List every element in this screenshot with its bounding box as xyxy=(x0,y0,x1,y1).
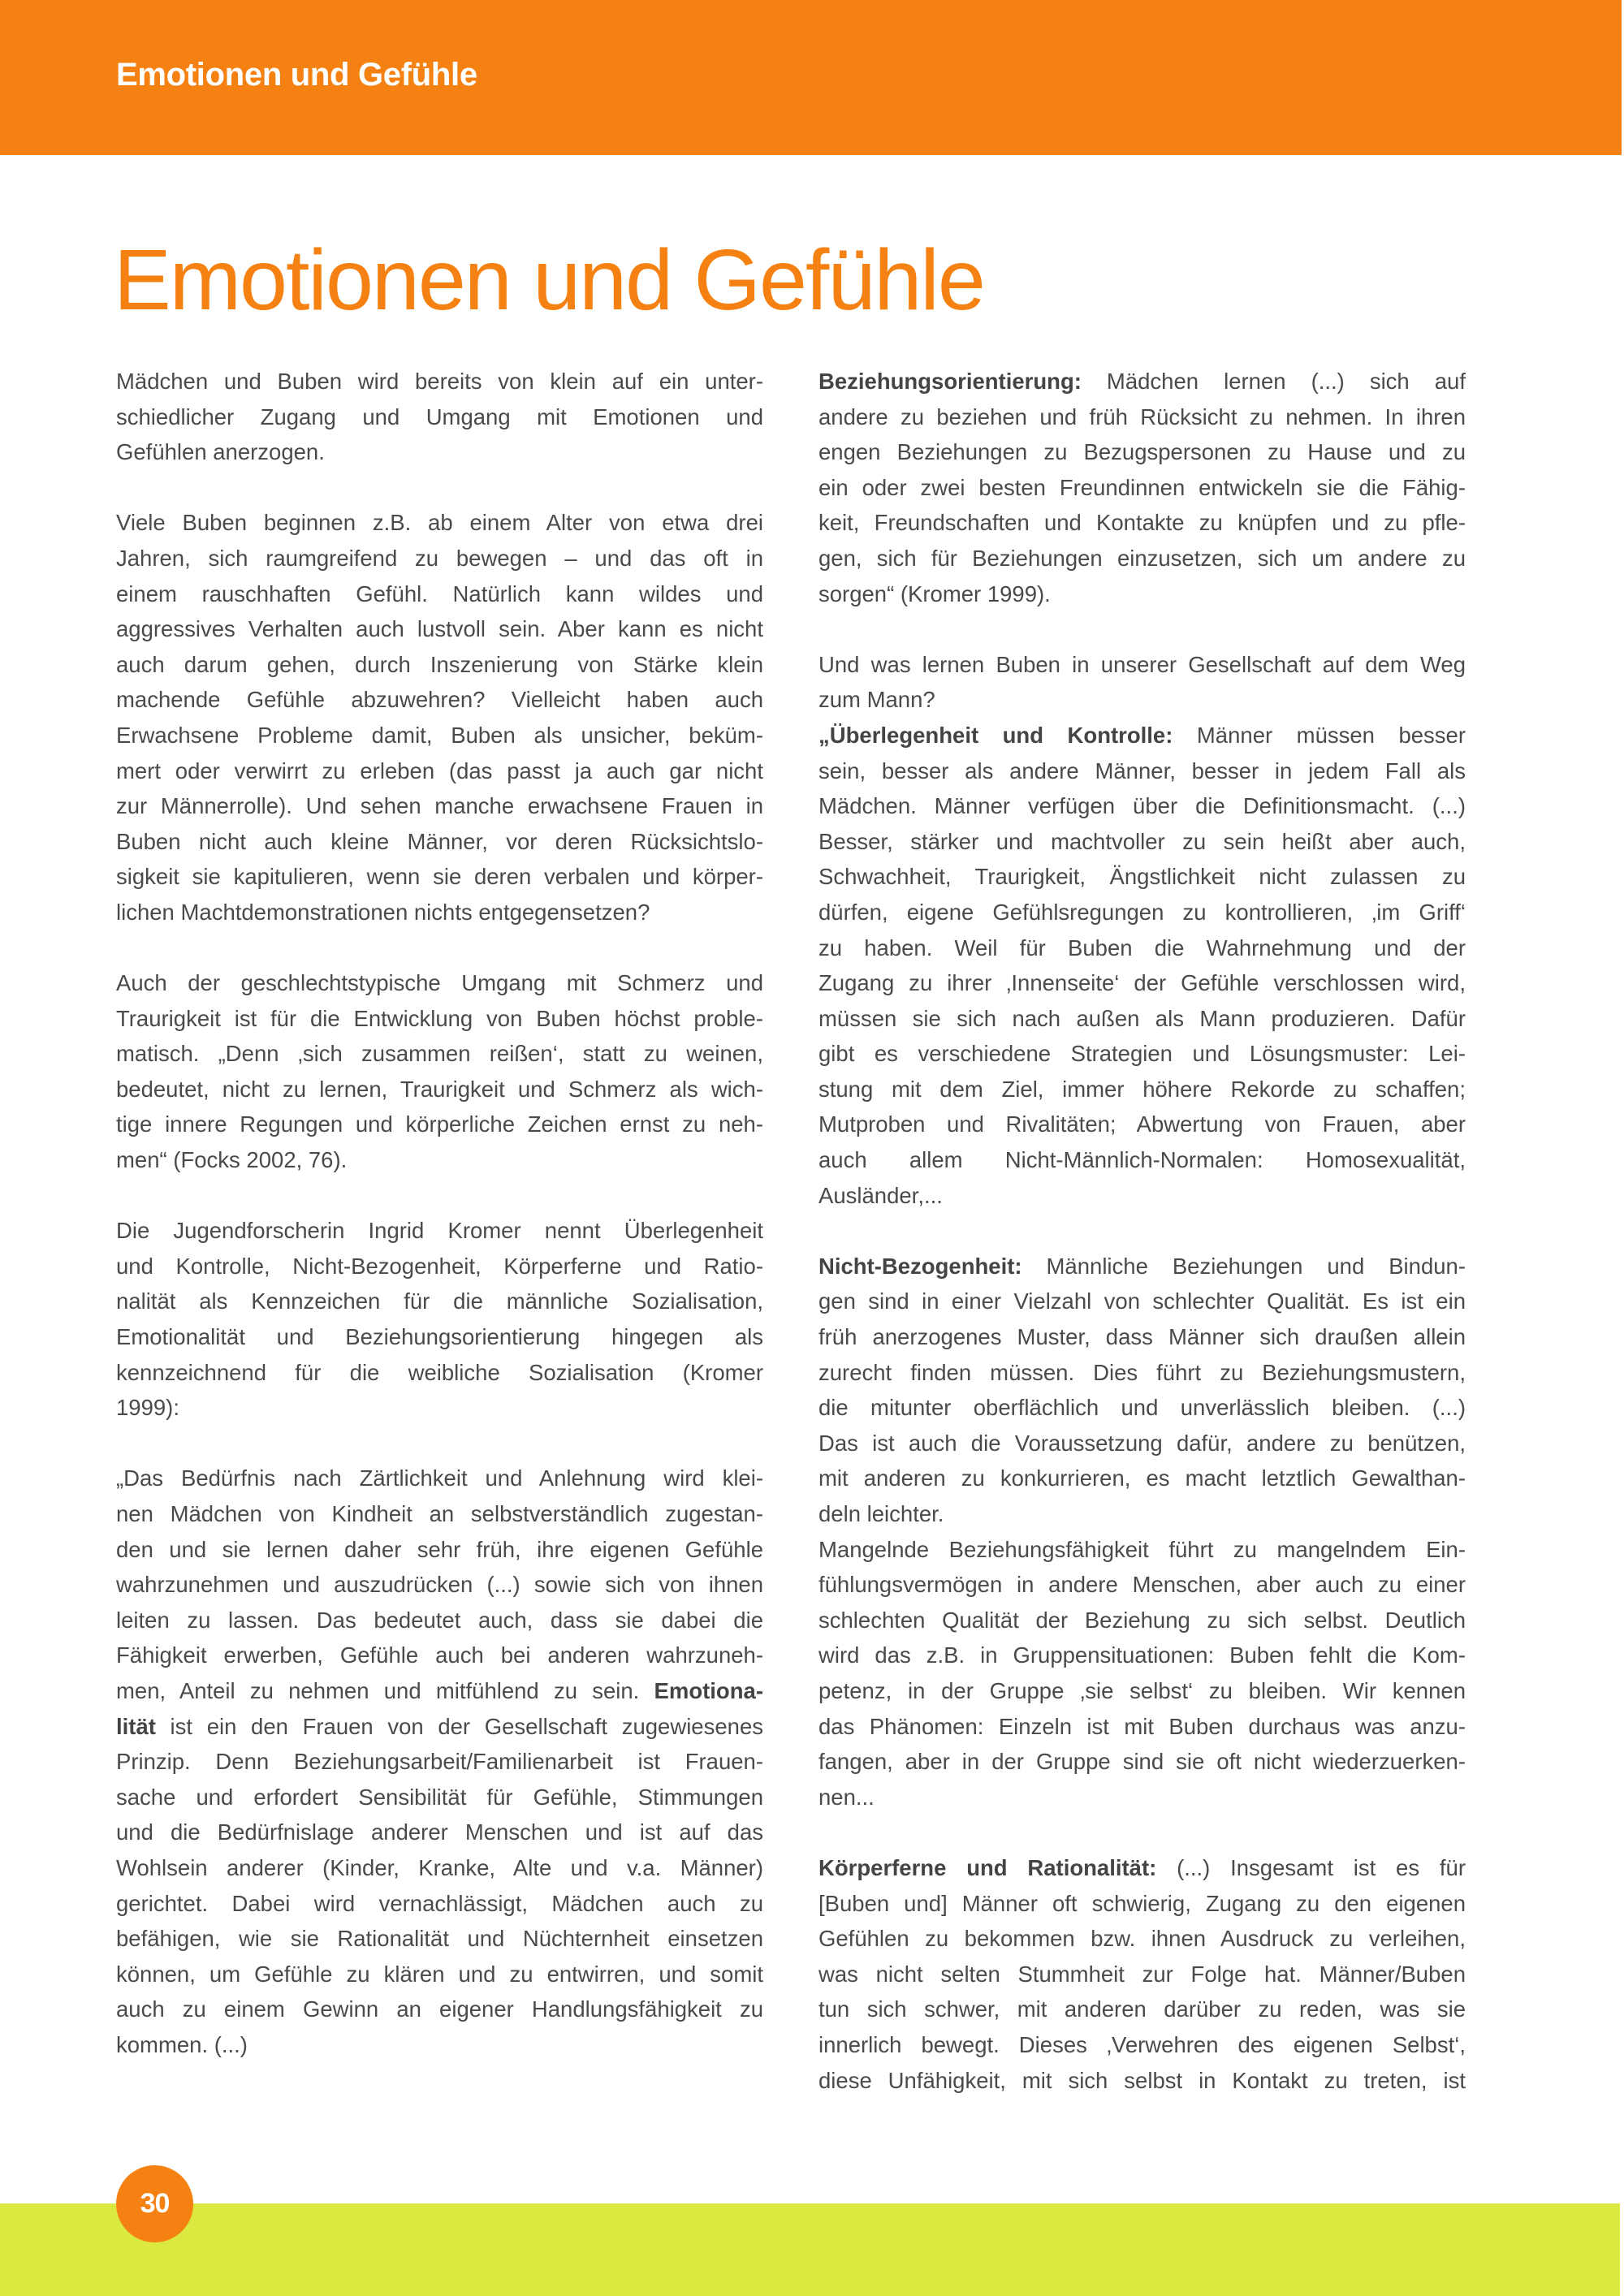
line-text: engen Beziehungen zu Bezugspersonen zu Hause und zu xyxy=(818,439,1466,465)
text-line xyxy=(818,1036,1466,1072)
bold-term: Beziehungsorientierung: xyxy=(818,369,1082,394)
line-text: lichen Machtdemonstrationen nichts entgegensetzen? xyxy=(116,899,650,925)
line-text: leiten zu lassen. Das bedeutet auch, dass sie dabei die xyxy=(116,1607,763,1633)
line-text: Fähigkeit erwerben, Gefühle auch bei anderen wahrzuneh- xyxy=(116,1642,763,1668)
line-text: kennzeichnend für die weibliche Sozialisation (Kromer xyxy=(116,1359,763,1385)
text-line xyxy=(116,541,763,576)
text-line xyxy=(818,1319,1466,1355)
text-line xyxy=(818,1496,1466,1532)
paragraph-gap xyxy=(116,470,763,506)
page-title: Emotionen und Gefühle xyxy=(114,232,984,328)
line-text: schlechten Qualität der Beziehung zu sich selbst. Deutlich xyxy=(818,1607,1466,1633)
left-text-column xyxy=(116,364,763,2063)
line-text: 1999): xyxy=(116,1395,179,1421)
text-line xyxy=(116,1780,763,1815)
text-line xyxy=(818,1886,1466,1922)
text-line xyxy=(818,1426,1466,1461)
text-line xyxy=(818,541,1466,576)
text-line xyxy=(116,1390,763,1426)
section-title: Emotionen und Gefühle xyxy=(116,57,477,93)
line-text: zurecht finden müssen. Dies führt zu Beziehungsmustern, xyxy=(818,1359,1466,1385)
line-text: Mutproben und Rivalitäten; Abwertung von Frauen, aber xyxy=(818,1111,1466,1137)
line-text: tun sich schwer, mit anderen darüber zu reden, was sie xyxy=(818,1996,1466,2022)
line-text: das Phänomen: Einzeln ist mit Buben durchaus was anzu- xyxy=(818,1713,1466,1739)
line-text: dürfen, eigene Gefühlsregungen zu kontrollieren, ‚im Griff‘ xyxy=(818,899,1466,925)
text-line xyxy=(818,753,1466,789)
line-text: wird das z.B. in Gruppensituationen: Buben fehlt die Kom- xyxy=(818,1642,1466,1668)
line-text: fühlungsvermögen in andere Menschen, aber auch zu einer xyxy=(818,1572,1466,1598)
text-line xyxy=(818,647,1466,683)
bold-term: Emotiona- xyxy=(654,1677,763,1703)
text-line xyxy=(116,1532,763,1568)
line-text: petenz, in der Gruppe ‚sie selbst‘ zu bleiben. Wir kennen xyxy=(818,1677,1466,1703)
line-text: bedeutet, nicht zu lernen, Traurigkeit und Schmerz als wich- xyxy=(116,1076,763,1102)
text-line xyxy=(818,576,1466,612)
line-text: die mitunter oberflächlich und unverlässlich bleiben. (...) xyxy=(818,1395,1466,1421)
text-line xyxy=(818,1780,1466,1815)
line-text: aggressives Verhalten auch lustvoll sein. Aber kann es nicht xyxy=(116,616,763,642)
text-line xyxy=(818,1992,1466,2027)
text-line xyxy=(818,1390,1466,1426)
text-line xyxy=(818,1850,1466,1886)
text-line xyxy=(818,1355,1466,1391)
text-line xyxy=(818,859,1466,895)
line-text: einem rauschhaften Gefühl. Natürlich kann wildes und xyxy=(116,580,763,606)
paragraph-gap xyxy=(818,1213,1466,1249)
line-text: auch allem Nicht-Männlich-Normalen: Homosexualität, xyxy=(818,1147,1466,1173)
line-text: und Kontrolle, Nicht-Bezogenheit, Körperferne und Ratio- xyxy=(116,1253,763,1279)
line-text: Jahren, sich raumgreifend zu bewegen – und das oft in xyxy=(116,545,763,571)
text-line xyxy=(116,611,763,647)
line-text: zur Männerrolle). Und sehen manche erwachsene Frauen in xyxy=(116,793,763,819)
line-text: können, um Gefühle zu klären und zu entwirren, und somit xyxy=(116,1961,763,1987)
text-line xyxy=(116,1107,763,1142)
text-line xyxy=(818,895,1466,930)
text-line xyxy=(818,1603,1466,1638)
line-text: „Das Bedürfnis nach Zärtlichkeit und Anlehnung wird klei- xyxy=(116,1465,763,1491)
line-text: sorgen“ (Kromer 1999). xyxy=(818,580,1051,606)
line-text: Männliche Beziehungen und Bindun- xyxy=(1021,1253,1466,1279)
text-line xyxy=(116,1142,763,1178)
line-text: Emotionalität und Beziehungsorientierung hingegen als xyxy=(116,1324,763,1350)
text-line xyxy=(818,1921,1466,1957)
line-text: innerlich bewegt. Dieses ‚Verwehren des eigenen Selbst‘, xyxy=(818,2031,1466,2057)
line-text: müssen sie sich nach außen als Mann produzieren. Dafür xyxy=(818,1005,1466,1031)
line-text: Viele Buben beginnen z.B. ab einem Alter von etwa drei xyxy=(116,510,763,536)
text-line xyxy=(818,1744,1466,1780)
line-text: [Buben und] Männer oft schwierig, Zugang zu den eigenen xyxy=(818,1890,1466,1916)
text-line xyxy=(818,1461,1466,1496)
text-line xyxy=(818,399,1466,435)
line-text: ist ein den Frauen von der Gesellschaft zugewiesenes xyxy=(155,1713,763,1739)
text-line xyxy=(116,1355,763,1391)
text-line xyxy=(116,1992,763,2027)
line-text: Auch der geschlechtstypische Umgang mit Schmerz und xyxy=(116,970,763,996)
text-line xyxy=(116,895,763,930)
text-line xyxy=(818,1673,1466,1709)
text-line xyxy=(116,682,763,718)
text-line xyxy=(116,434,763,470)
line-text: befähigen, wie sie Rationalität und Nüchternheit einsetzen xyxy=(116,1926,763,1952)
text-line xyxy=(818,364,1466,399)
line-text: deln leichter. xyxy=(818,1501,944,1526)
line-text: Zugang zu ihrer ‚Innenseite‘ der Gefühle verschlossen wird, xyxy=(818,970,1466,996)
line-text: Männer müssen besser xyxy=(1173,722,1466,748)
paragraph-gap xyxy=(116,1426,763,1461)
line-text: gen, sich für Beziehungen einzusetzen, sich um andere zu xyxy=(818,545,1466,571)
text-line xyxy=(818,1567,1466,1603)
text-line xyxy=(116,399,763,435)
line-text: nalität als Kennzeichen für die männliche Sozialisation, xyxy=(116,1288,763,1314)
text-line xyxy=(116,1496,763,1532)
text-line xyxy=(116,718,763,753)
paragraph-gap xyxy=(818,611,1466,647)
section-header-bar xyxy=(0,0,1622,155)
line-text: gerichtet. Dabei wird vernachlässigt, Mädchen auch zu xyxy=(116,1890,763,1916)
line-text: men, Anteil zu nehmen und mitfühlend zu sein. xyxy=(116,1677,654,1703)
line-text: sigkeit sie kapitulieren, wenn sie deren verbalen und körper- xyxy=(116,864,763,890)
line-text: gen sind in einer Vielzahl von schlechter Qualität. Es ist ein xyxy=(818,1288,1466,1314)
text-line xyxy=(818,1709,1466,1745)
text-line xyxy=(116,505,763,541)
text-line xyxy=(116,1603,763,1638)
text-line xyxy=(116,1886,763,1922)
line-text: mit anderen zu konkurrieren, es macht letztlich Gewalthan- xyxy=(818,1465,1466,1491)
line-text: was nicht selten Stummheit zur Folge hat. Männer/Buben xyxy=(818,1961,1466,1987)
text-line xyxy=(818,1638,1466,1673)
text-line xyxy=(818,1284,1466,1319)
text-line xyxy=(818,1072,1466,1107)
text-line xyxy=(116,576,763,612)
line-text: nen Mädchen von Kindheit an selbstverständlich zugestan- xyxy=(116,1501,763,1526)
line-text: Wohlsein anderer (Kinder, Kranke, Alte und v.a. Männer) xyxy=(116,1854,763,1880)
text-line xyxy=(818,788,1466,824)
paragraph-gap xyxy=(116,1178,763,1214)
line-text: sache und erfordert Sensibilität für Gefühle, Stimmungen xyxy=(116,1784,763,1810)
line-text: Die Jugendforscherin Ingrid Kromer nennt Überlegenheit xyxy=(116,1218,763,1244)
text-line xyxy=(818,1001,1466,1037)
line-text: Erwachsene Probleme damit, Buben als unsicher, beküm- xyxy=(116,722,763,748)
line-text: Mangelnde Beziehungsfähigkeit führt zu mangelndem Ein- xyxy=(818,1536,1466,1562)
line-text: Ausländer,... xyxy=(818,1182,943,1208)
line-text: Mädchen und Buben wird bereits von klein auf ein unter- xyxy=(116,369,763,394)
text-line xyxy=(116,647,763,683)
line-text: diese Unfähigkeit, mit sich selbst in Kontakt zu treten, ist xyxy=(818,2067,1466,2093)
line-text: matisch. „Denn ‚sich zusammen reißen‘, statt zu weinen, xyxy=(116,1041,763,1067)
text-line xyxy=(116,1319,763,1355)
line-text: stung mit dem Ziel, immer höhere Rekorde zu schaffen; xyxy=(818,1076,1466,1102)
text-line xyxy=(116,1850,763,1886)
line-text: (...) Insgesamt ist es für xyxy=(1156,1854,1466,1880)
text-line xyxy=(818,824,1466,860)
text-line xyxy=(116,1072,763,1107)
line-text: mert oder verwirrt zu erleben (das passt ja auch gar nicht xyxy=(116,757,763,783)
text-line xyxy=(818,718,1466,753)
line-text: gibt es verschiedene Strategien und Lösungsmuster: Lei- xyxy=(818,1041,1466,1067)
text-line xyxy=(116,2027,763,2063)
text-line xyxy=(116,1213,763,1249)
text-line xyxy=(818,965,1466,1001)
line-text: kommen. (...) xyxy=(116,2031,248,2057)
line-text: tige innere Regungen und körperliche Zeichen ernst zu neh- xyxy=(116,1111,763,1137)
line-text: Buben nicht auch kleine Männer, vor deren Rücksichtslo- xyxy=(116,828,763,854)
line-text: ein oder zwei besten Freundinnen entwickeln sie die Fähig- xyxy=(818,474,1466,500)
line-text: men“ (Focks 2002, 76). xyxy=(116,1147,348,1173)
text-line xyxy=(116,1001,763,1037)
text-line xyxy=(818,470,1466,506)
text-line xyxy=(818,682,1466,718)
text-line xyxy=(818,1957,1466,1992)
line-text: Besser, stärker und machtvoller zu sein heißt aber auch, xyxy=(818,828,1466,854)
text-line xyxy=(818,1532,1466,1568)
line-text: wahrzunehmen und auszudrücken (...) sowie sich von ihnen xyxy=(116,1572,763,1598)
line-text: sein, besser als andere Männer, besser in jedem Fall als xyxy=(818,757,1466,783)
line-text: und die Bedürfnislage anderer Menschen und ist auf das xyxy=(116,1819,763,1845)
text-line xyxy=(818,930,1466,966)
text-line xyxy=(818,2063,1466,2099)
line-text: Traurigkeit ist für die Entwicklung von Buben höchst proble- xyxy=(116,1005,763,1031)
line-text: nen... xyxy=(818,1784,875,1810)
text-line xyxy=(116,824,763,860)
line-text: zu haben. Weil für Buben die Wahrnehmung und der xyxy=(818,934,1466,960)
line-text: zum Mann? xyxy=(818,687,935,713)
text-line xyxy=(116,1709,763,1745)
text-line xyxy=(116,1744,763,1780)
text-line xyxy=(818,1142,1466,1178)
line-text: schiedlicher Zugang und Umgang mit Emotionen und xyxy=(116,404,763,429)
line-text: andere zu beziehen und früh Rücksicht zu nehmen. In ihren xyxy=(818,404,1466,429)
text-line xyxy=(116,1815,763,1850)
text-line xyxy=(116,1567,763,1603)
line-text: Schwachheit, Traurigkeit, Ängstlichkeit nicht zulassen zu xyxy=(818,864,1466,890)
line-text: machende Gefühle abzuwehren? Vielleicht haben auch xyxy=(116,687,763,713)
line-text: fangen, aber in der Gruppe sind sie oft nicht wiederzuerken- xyxy=(818,1749,1466,1775)
text-line xyxy=(818,2027,1466,2063)
text-line xyxy=(116,1638,763,1673)
line-text: Gefühlen anerzogen. xyxy=(116,439,325,465)
text-line xyxy=(116,753,763,789)
text-line xyxy=(818,434,1466,470)
text-line xyxy=(116,1461,763,1496)
text-line xyxy=(116,859,763,895)
text-line xyxy=(116,1921,763,1957)
right-text-column xyxy=(818,364,1466,2098)
line-text: den und sie lernen daher sehr früh, ihre eigenen Gefühle xyxy=(116,1536,763,1562)
line-text: Mädchen lernen (...) sich auf xyxy=(1081,369,1466,394)
line-text: Und was lernen Buben in unserer Gesellschaft auf dem Weg xyxy=(818,651,1466,677)
page-number-badge: 30 xyxy=(116,2165,193,2242)
text-line xyxy=(116,1249,763,1284)
line-text: Mädchen. Männer verfügen über die Definitionsmacht. (...) xyxy=(818,793,1466,819)
line-text: Prinzip. Denn Beziehungsarbeit/Familienarbeit ist Frauen- xyxy=(116,1749,763,1775)
text-line xyxy=(116,965,763,1001)
text-line xyxy=(116,1036,763,1072)
bold-term: lität xyxy=(116,1713,156,1739)
line-text: auch zu einem Gewinn an eigener Handlungsfähigkeit zu xyxy=(116,1996,763,2022)
paragraph-gap xyxy=(116,930,763,966)
text-line xyxy=(818,1107,1466,1142)
footer-band xyxy=(0,2203,1620,2296)
line-text: keit, Freundschaften und Kontakte zu knüpfen und zu pfle- xyxy=(818,510,1466,536)
line-text: Das ist auch die Voraussetzung dafür, andere zu benützen, xyxy=(818,1430,1466,1456)
text-line xyxy=(116,364,763,399)
text-line xyxy=(818,1178,1466,1214)
text-line xyxy=(116,1957,763,1992)
text-line xyxy=(818,505,1466,541)
bold-term: Nicht-Bezogenheit: xyxy=(818,1253,1022,1279)
bold-term: „Überlegenheit und Kontrolle: xyxy=(818,722,1173,748)
text-line xyxy=(116,1673,763,1709)
line-text: früh anerzogenes Muster, dass Männer sich draußen allein xyxy=(818,1324,1466,1350)
paragraph-gap xyxy=(818,1815,1466,1850)
line-text: Gefühlen zu bekommen bzw. ihnen Ausdruck zu verleihen, xyxy=(818,1926,1466,1952)
text-line xyxy=(818,1249,1466,1284)
bold-term: Körperferne und Rationalität: xyxy=(818,1854,1157,1880)
text-line xyxy=(116,788,763,824)
text-line xyxy=(116,1284,763,1319)
line-text: auch darum gehen, durch Inszenierung von Stärke klein xyxy=(116,651,763,677)
